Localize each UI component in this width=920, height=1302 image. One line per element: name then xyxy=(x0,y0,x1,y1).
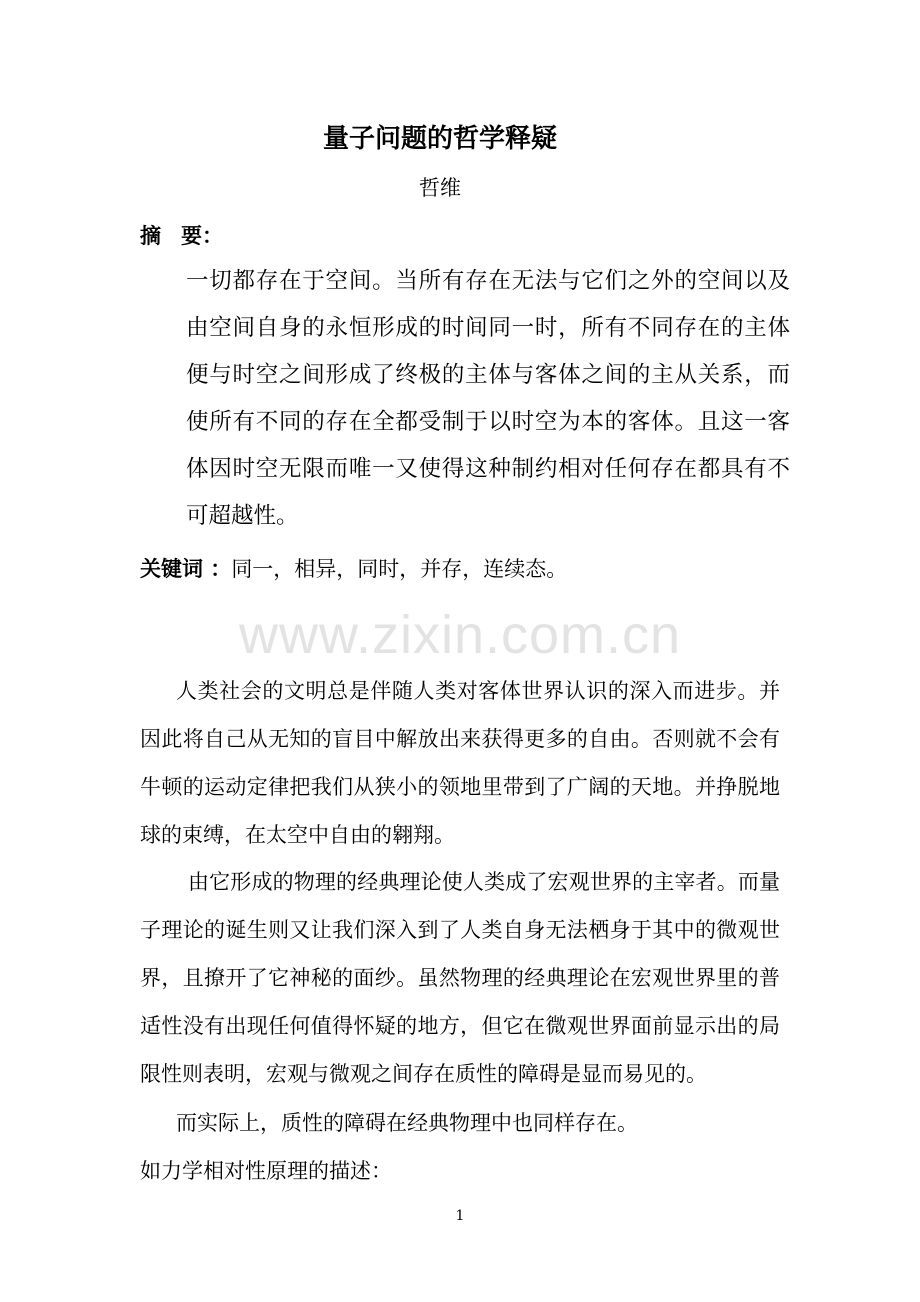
keywords-values: 同一，相异，同时，并存，连续态。 xyxy=(231,557,568,581)
watermark-text: www.zixin.com.cn xyxy=(238,605,682,665)
author-name: 哲维 xyxy=(419,176,461,200)
abstract-label-part2: 要： xyxy=(181,224,223,248)
keywords-label: 关键词 ： xyxy=(140,557,232,581)
body-paragraph-2: 由它形成的物理的经典理论使人类成了宏观世界的主宰者。而量子理论的诞生则又让我们深入到了人类自身无法栖身于其中的微观世界，且撩开了它神秘的面纱。虽然物理的经典理论在宏观世界里的普适性没有出现任何值得怀疑的地方，但它在微观世界面前显示出的局限性则表明，宏观与微观之间存在质性的障碍是显而易见的。 xyxy=(140,870,780,1086)
body-paragraph-4: 如力学相对性原理的描述： xyxy=(140,1159,392,1183)
body-paragraph-1: 人类社会的文明总是伴随人类对客体世界认识的深入而进步。并因此将自己从无知的盲目中解放出来获得更多的自由。否则就不会有牛顿的运动定律把我们从狭小的领地里带到了广阔的天地。并挣脱地球的束缚，在太空中自由的翱翔。 xyxy=(140,679,780,847)
abstract-body: 一切都存在于空间。当所有存在无法与它们之外的空间以及由空间自身的永恒形成的时间同一时，所有不同存在的主体便与时空之间形成了终极的主体与客体之间的主从关系，而使所有不同的存在全都受制于以时空为本的客体。且这一客体因时空无限而唯一又使得这种制约相对任何存在都具有不可超越性。 xyxy=(186,268,790,529)
page-number: 1 xyxy=(455,1208,465,1224)
abstract-label xyxy=(140,220,223,250)
keywords-line xyxy=(140,553,567,583)
document-title: 量子问题的哲学释疑 xyxy=(322,124,557,154)
body-paragraph-3: 而实际上，质性的障碍在经典物理中也同样存在。 xyxy=(176,1111,638,1135)
abstract-label-part1: 摘 xyxy=(140,224,161,248)
